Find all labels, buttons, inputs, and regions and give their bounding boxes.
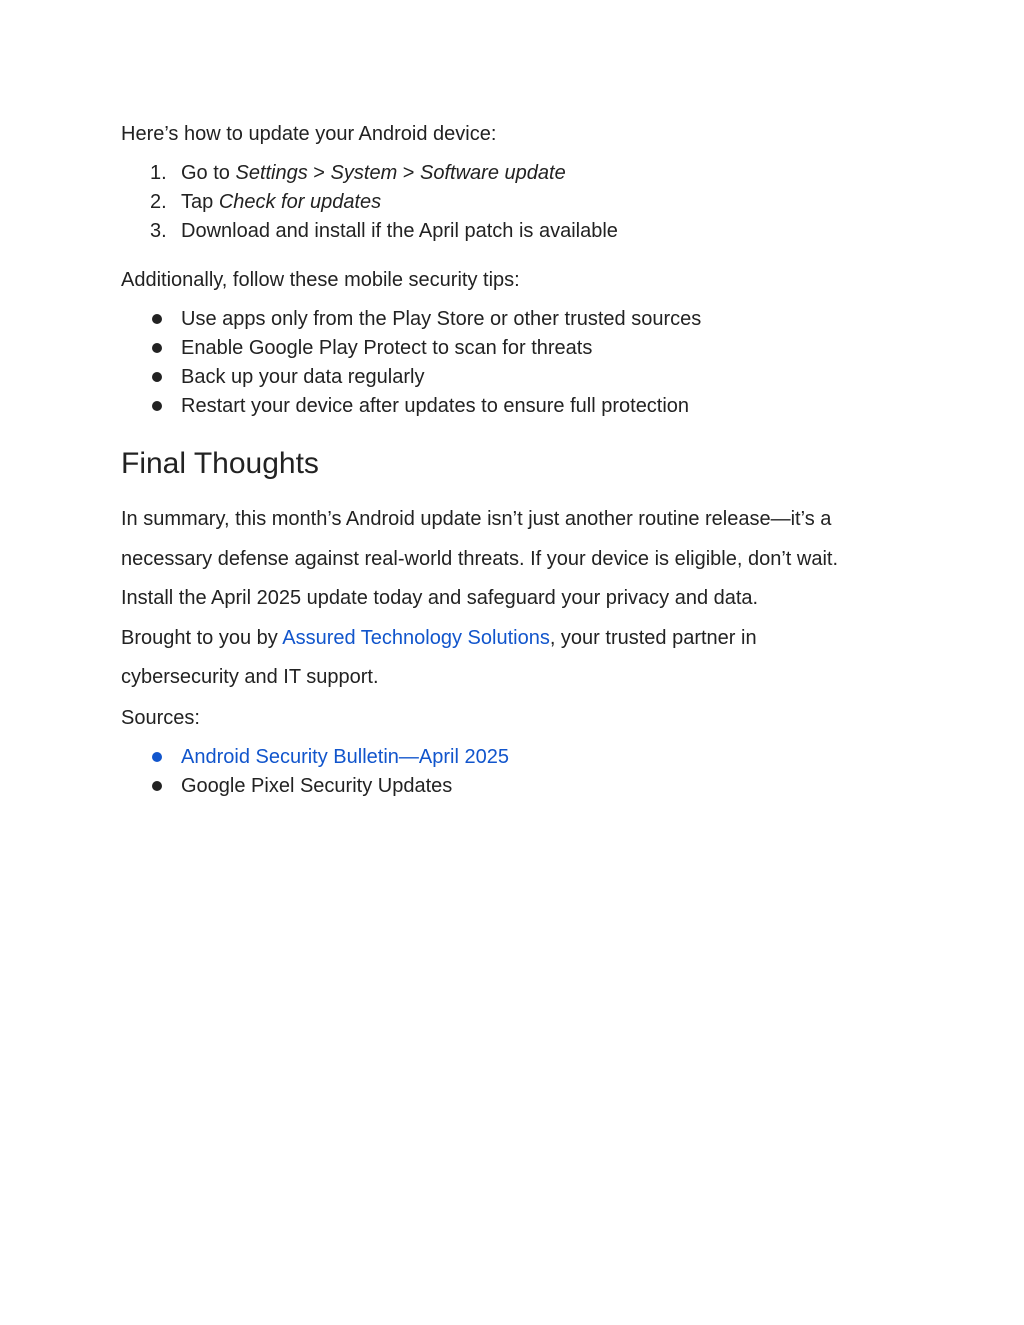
document-page: Here’s how to update your Android device: 1. Go to Settings > System > Software update 2. Tap Check for updates 3. Download and install if the April patch is available Additionally, follow these mobile security tips: Use apps only from the Play Store or other trusted sources Enable Google Play Protect to scan for threats Back up your data regularly Restart your device after updates to ensure full protection Final Thoughts In summary, this month’s Android update isn’t just another routine release—it’s a necessary defense against real-world threats. If your device is eligible, don’t wait. Install the April 2025 update today and safeguard your privacy and data. Brought to you by Assured Technology Solutions, your trusted partner in cybersecurity and IT support. Sources: Android Security Bulletin—April 2025 Google Pixel Security Updates bbox=[0, 0, 1024, 1325]
android-security-bulletin-link[interactable]: Android Security Bulletin—April 2025 bbox=[181, 746, 509, 768]
step-text: Tap Check for updates bbox=[181, 191, 382, 213]
brought-to-you-line: Brought to you by Assured Technology Solutions, your trusted partner in bbox=[121, 626, 757, 649]
tips-intro: Additionally, follow these mobile security tips: bbox=[121, 269, 520, 291]
summary-line: In summary, this month’s Android update isn’t just another routine release—it’s a bbox=[121, 508, 832, 530]
summary-line: necessary defense against real-world threats. If your device is eligible, don’t wait. bbox=[121, 547, 839, 570]
assured-technology-link[interactable]: Assured Technology Solutions bbox=[282, 626, 550, 649]
bullet-icon bbox=[152, 314, 162, 324]
summary-line: Install the April 2025 update today and safeguard your privacy and data. bbox=[121, 587, 759, 610]
bullet-icon bbox=[152, 752, 162, 762]
pixel-security-updates-text: Google Pixel Security Updates bbox=[181, 775, 453, 797]
update-intro: Here’s how to update your Android device: bbox=[121, 123, 497, 145]
summary-paragraph bbox=[121, 500, 921, 698]
brought-to-you-line-2: cybersecurity and IT support. bbox=[121, 666, 379, 689]
bullet-icon bbox=[152, 401, 162, 411]
final-thoughts-heading: Final Thoughts bbox=[121, 447, 319, 480]
step-text: Go to Settings > System > Software update bbox=[181, 162, 566, 184]
bullet-icon bbox=[152, 781, 162, 791]
step-number: 3. bbox=[150, 220, 167, 242]
step-text: Download and install if the April patch is available bbox=[181, 220, 618, 242]
bullet-icon bbox=[152, 372, 162, 382]
bullet-icon bbox=[152, 343, 162, 353]
step-number: 2. bbox=[150, 191, 167, 213]
sources-label: Sources: bbox=[121, 707, 200, 729]
step-number: 1. bbox=[150, 162, 167, 184]
